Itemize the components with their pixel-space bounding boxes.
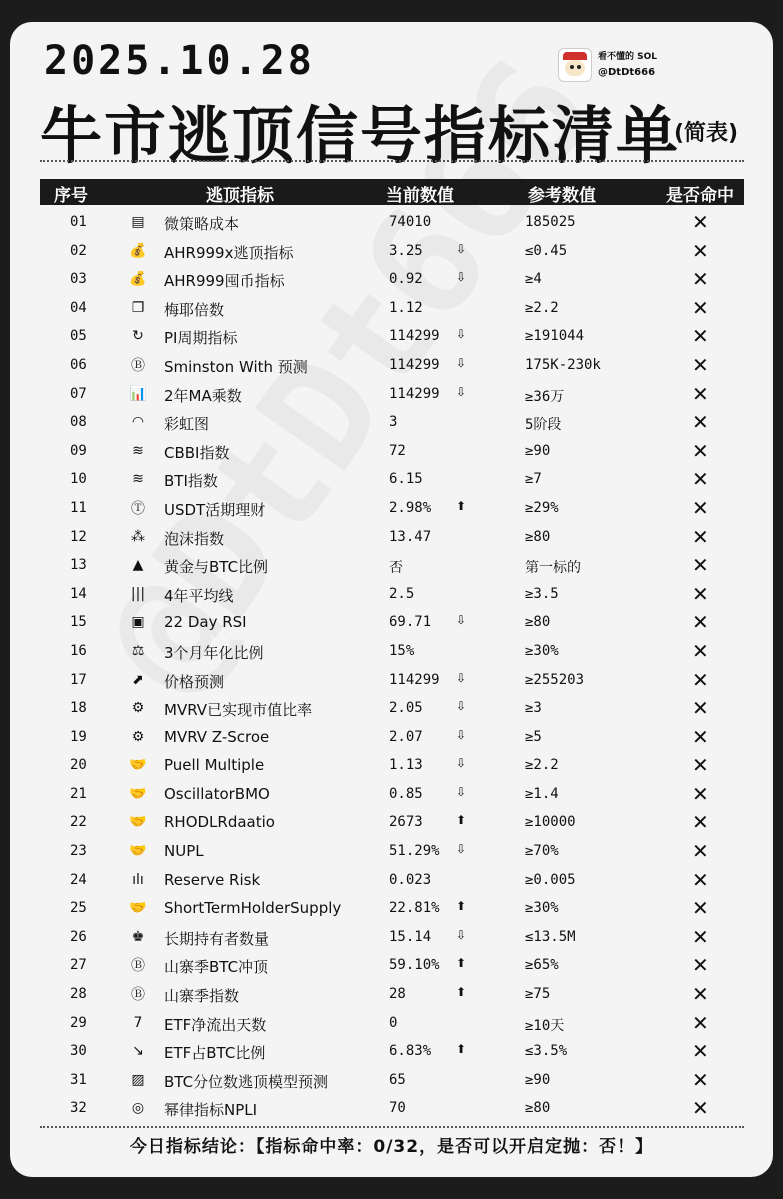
- miss-icon: ✕: [692, 867, 709, 892]
- row-index: 19: [70, 728, 87, 745]
- miss-icon: ✕: [692, 495, 709, 520]
- miss-icon: ✕: [692, 295, 709, 320]
- header-index: 序号: [54, 186, 88, 206]
- indicator-name: ShortTermHolderSupply: [164, 899, 342, 918]
- indicator-name: ETF占BTC比例: [164, 1044, 266, 1063]
- table-row: [40, 581, 744, 610]
- arrow-down-icon: ⇩: [456, 727, 467, 742]
- table-row: [40, 524, 744, 553]
- row-index: 17: [70, 671, 87, 688]
- miss-icon: ✕: [692, 352, 709, 377]
- miss-icon: ✕: [692, 581, 709, 606]
- header-hit: 是否命中: [666, 186, 734, 206]
- indicator-name: RHODLRdaatio: [164, 813, 275, 832]
- table-row: [40, 981, 744, 1010]
- table-row: [40, 952, 744, 981]
- indicator-name: MVRV Z-Scroe: [164, 727, 270, 746]
- divider-bottom: [40, 1126, 744, 1128]
- row-index: 11: [70, 499, 87, 516]
- miss-icon: ✕: [692, 1096, 709, 1121]
- handshake-icon: 🤝: [129, 814, 147, 831]
- current-value: 0.023: [389, 871, 432, 888]
- miss-icon: ✕: [692, 982, 709, 1007]
- reference-value: ≥75: [525, 986, 551, 1003]
- indicator-name: 3个月年化比例: [164, 643, 264, 662]
- current-value: 15.14: [389, 928, 432, 945]
- table-row: [40, 1038, 744, 1067]
- row-index: 10: [70, 471, 87, 488]
- table-row: [40, 752, 744, 781]
- reference-value: ≤0.45: [525, 242, 568, 259]
- arrow-down-icon: ⇩: [456, 327, 467, 342]
- table-row: [40, 381, 744, 410]
- calendar-icon: 7: [133, 1014, 143, 1031]
- current-value: 2.5: [389, 585, 415, 602]
- miss-icon: ✕: [692, 553, 709, 578]
- arrow-up-icon: ⬆: [456, 498, 467, 513]
- miss-icon: ✕: [692, 1039, 709, 1064]
- arrow-down-icon: ⇩: [456, 384, 467, 399]
- row-index: 30: [70, 1043, 87, 1060]
- indicator-name: 2年MA乘数: [164, 386, 242, 405]
- miss-icon: ✕: [692, 781, 709, 806]
- row-index: 05: [70, 328, 87, 345]
- row-index: 28: [70, 986, 87, 1003]
- tether-icon: Ⓣ: [131, 500, 145, 517]
- current-value: 3.25: [389, 242, 423, 259]
- row-index: 01: [70, 214, 87, 230]
- miss-icon: ✕: [692, 210, 709, 234]
- miss-icon: ✕: [692, 438, 709, 463]
- page-title: 牛市逃顶信号指标清单: [40, 99, 681, 172]
- current-value: 1.12: [389, 299, 423, 316]
- indicator-name: 价格预测: [164, 672, 225, 691]
- arrow-down-icon: ⇩: [456, 241, 467, 256]
- indicator-name: 22 Day RSI: [164, 613, 247, 632]
- copy-icon: ❐: [131, 299, 145, 316]
- reference-value: ≥0.005: [525, 871, 576, 888]
- reference-value: ≤3.5%: [525, 1043, 568, 1060]
- row-index: 02: [70, 242, 87, 259]
- reference-value: ≥191044: [525, 328, 585, 345]
- reference-value: ≥80: [525, 528, 551, 545]
- row-index: 15: [70, 614, 87, 631]
- current-value: 6.83%: [389, 1043, 432, 1060]
- bitcoin-icon: Ⓑ: [131, 958, 145, 975]
- document-icon: ▤: [131, 214, 145, 230]
- reference-value: ≥5: [525, 728, 542, 745]
- table-row: [40, 1095, 744, 1124]
- row-index: 32: [70, 1100, 87, 1117]
- indicator-name: 梅耶倍数: [164, 300, 225, 319]
- author-name: 看不懂的 SOL: [598, 52, 658, 62]
- indicator-name: 幂律指标NPLI: [164, 1101, 258, 1120]
- bitcoin-icon: Ⓑ: [131, 357, 145, 374]
- miss-icon: ✕: [692, 667, 709, 692]
- current-value: 70: [389, 1100, 406, 1117]
- row-index: 12: [70, 528, 87, 545]
- handshake-icon: 🤝: [129, 843, 147, 860]
- indicator-name: Puell Multiple: [164, 756, 265, 775]
- reference-value: ≥36万: [525, 388, 565, 405]
- gear-icon: ⚙: [131, 700, 145, 717]
- author-badge: [558, 48, 657, 82]
- header-current: 当前数值: [386, 186, 454, 206]
- arrow-down-icon: ⇩: [456, 355, 467, 370]
- current-value: 0: [389, 1014, 398, 1031]
- reference-value: ≥80: [525, 614, 551, 631]
- miss-icon: ✕: [692, 839, 709, 864]
- arrow-up-icon: ⬆: [456, 1042, 467, 1057]
- money-bag-icon: 💰: [129, 242, 147, 259]
- indicator-name: OscillatorBMO: [164, 784, 270, 803]
- date-heading: 2025.10.28: [44, 38, 315, 84]
- indicator-name: PI周期指标: [164, 329, 238, 348]
- reference-value: ≥90: [525, 1071, 551, 1088]
- spiral-icon: ◎: [131, 1100, 145, 1117]
- table-row: [40, 266, 744, 295]
- table-row: [40, 667, 744, 696]
- row-index: 08: [70, 414, 87, 431]
- handshake-icon: 🤝: [129, 900, 147, 917]
- miss-icon: ✕: [692, 467, 709, 492]
- indicator-name: 4年平均线: [164, 586, 234, 605]
- table-row: [40, 867, 744, 896]
- current-value: 114299: [389, 671, 440, 688]
- table-row: [40, 638, 744, 667]
- wallet-icon: ▣: [131, 614, 145, 631]
- reference-value: 185025: [525, 214, 576, 230]
- row-index: 06: [70, 356, 87, 373]
- columns-icon: |||: [130, 585, 146, 602]
- indicator-name: Reserve Risk: [164, 870, 261, 889]
- indicator-name: 微策略成本: [164, 215, 240, 233]
- current-value: 51.29%: [389, 843, 440, 860]
- refresh-icon: ↻: [132, 328, 144, 345]
- current-value: 13.47: [389, 528, 432, 545]
- header-indicator: 逃顶指标: [206, 186, 274, 206]
- handshake-icon: 🤝: [129, 757, 147, 774]
- table-row: [40, 924, 744, 953]
- current-value: 69.71: [389, 614, 432, 631]
- table-row: [40, 1067, 744, 1096]
- row-index: 20: [70, 757, 87, 774]
- current-value: 2.07: [389, 728, 423, 745]
- coins-icon: ≋: [132, 442, 144, 459]
- arrow-down-icon: ⇩: [456, 613, 467, 628]
- miss-icon: ✕: [692, 924, 709, 949]
- table-row: [40, 209, 744, 238]
- row-index: 14: [70, 585, 87, 602]
- indicator-name: USDT活期理财: [164, 500, 266, 519]
- table-row: [40, 809, 744, 838]
- current-value: 114299: [389, 328, 440, 345]
- bubble-icon: ⁂: [131, 528, 145, 545]
- arrow-up-icon: ⬆: [456, 956, 467, 971]
- current-value: 15%: [389, 642, 415, 659]
- indicator-name: 山寨季指数: [164, 987, 240, 1006]
- candles-icon: ılı: [132, 871, 144, 888]
- current-value: 0.85: [389, 785, 423, 802]
- current-value: 2.98%: [389, 499, 432, 516]
- reference-value: ≥30%: [525, 900, 559, 917]
- current-value: 1.13: [389, 757, 423, 774]
- gold-bars-icon: ▲: [132, 557, 144, 574]
- page-subtitle: (简表): [674, 121, 739, 146]
- reference-value: ≥255203: [525, 671, 585, 688]
- indicator-name: 黄金与BTC比例: [164, 558, 269, 577]
- arrow-down-icon: ⇩: [456, 842, 467, 857]
- miss-icon: ✕: [692, 638, 709, 663]
- current-value: 2.05: [389, 700, 423, 717]
- miss-icon: ✕: [692, 524, 709, 549]
- current-value: 否: [389, 560, 403, 577]
- current-value: 72: [389, 442, 406, 459]
- indicator-name: Sminston With 预测: [164, 357, 308, 376]
- row-index: 26: [70, 928, 87, 945]
- row-index: 16: [70, 642, 87, 659]
- bar-chart-icon: 📊: [129, 385, 147, 402]
- reference-value: ≥90: [525, 442, 551, 459]
- reference-value: ≥70%: [525, 843, 559, 860]
- author-handle: @DtDt666: [598, 67, 656, 78]
- reference-value: ≥30%: [525, 642, 559, 659]
- miss-icon: ✕: [692, 724, 709, 749]
- table-row: [40, 438, 744, 467]
- indicator-name: MVRV已实现市值比率: [164, 701, 313, 720]
- reference-value: ≥2.2: [525, 299, 559, 316]
- table-row: [40, 838, 744, 867]
- current-value: 114299: [389, 356, 440, 373]
- rainbow-icon: ◠: [131, 414, 145, 431]
- miss-icon: ✕: [692, 753, 709, 778]
- row-index: 24: [70, 871, 87, 888]
- indicator-name: 彩虹图: [164, 415, 210, 434]
- arrow-down-icon: ⇩: [456, 927, 467, 942]
- reference-value: ≥10天: [525, 1017, 565, 1034]
- divider-top: [40, 160, 744, 162]
- current-value: 74010: [389, 214, 432, 230]
- row-index: 13: [70, 557, 87, 574]
- current-value: 2673: [389, 814, 423, 831]
- indicator-table: [40, 209, 744, 1124]
- holder-icon: ♚: [131, 928, 145, 945]
- current-value: 3: [389, 414, 398, 431]
- table-row: [40, 352, 744, 381]
- avatar: [558, 48, 592, 82]
- money-bag-icon: 💰: [129, 271, 147, 288]
- arrow-down-icon: ⇩: [456, 784, 467, 799]
- table-row: [40, 466, 744, 495]
- gear-icon: ⚙: [131, 728, 145, 745]
- handshake-icon: 🤝: [129, 785, 147, 802]
- indicator-name: 泡沫指数: [164, 529, 225, 548]
- current-value: 59.10%: [389, 957, 440, 974]
- indicator-name: CBBI指数: [164, 443, 230, 462]
- indicator-name: AHR999囤币指标: [164, 272, 285, 291]
- row-index: 03: [70, 271, 87, 288]
- scale-icon: ⚖: [131, 642, 145, 659]
- row-index: 04: [70, 299, 87, 316]
- arrow-down-icon: ⇩: [456, 670, 467, 685]
- table-row: [40, 495, 744, 524]
- miss-icon: ✕: [692, 267, 709, 292]
- table-row: [40, 409, 744, 438]
- price-up-icon: ⬈: [132, 671, 144, 688]
- miss-icon: ✕: [692, 610, 709, 635]
- row-index: 22: [70, 814, 87, 831]
- miss-icon: ✕: [692, 696, 709, 721]
- reference-value: ≥10000: [525, 814, 576, 831]
- miss-icon: ✕: [692, 810, 709, 835]
- current-value: 28: [389, 986, 406, 1003]
- arrow-up-icon: ⬆: [456, 899, 467, 914]
- row-index: 25: [70, 900, 87, 917]
- checklist-card: [10, 22, 773, 1177]
- reference-value: 5阶段: [525, 417, 562, 434]
- arrow-up-icon: ⬆: [456, 813, 467, 828]
- indicator-name: BTC分位数逃顶模型预测: [164, 1072, 329, 1091]
- miss-icon: ✕: [692, 238, 709, 263]
- miss-icon: ✕: [692, 324, 709, 349]
- row-index: 18: [70, 700, 87, 717]
- miss-icon: ✕: [692, 381, 709, 406]
- arrow-up-icon: ⬆: [456, 985, 467, 1000]
- table-header: [40, 179, 744, 205]
- reference-value: ≤13.5M: [525, 928, 576, 945]
- indicator-name: 山寨季BTC冲顶: [164, 958, 269, 977]
- row-index: 23: [70, 843, 87, 860]
- indicator-name: NUPL: [164, 842, 204, 861]
- table-row: [40, 295, 744, 324]
- miss-icon: ✕: [692, 896, 709, 921]
- table-row: [40, 895, 744, 924]
- table-row: [40, 695, 744, 724]
- current-value: 114299: [389, 385, 440, 402]
- trend-down-icon: ↘: [132, 1043, 144, 1060]
- reference-value: ≥3.5: [525, 585, 559, 602]
- table-row: [40, 238, 744, 267]
- conclusion-text: 今日指标结论：【指标命中率：0/32，是否可以开启定抛：否！】: [129, 1137, 654, 1157]
- reference-value: ≥2.2: [525, 757, 559, 774]
- table-row: [40, 609, 744, 638]
- miss-icon: ✕: [692, 410, 709, 435]
- current-value: 0.92: [389, 271, 423, 288]
- reference-value: ≥65%: [525, 957, 559, 974]
- row-index: 31: [70, 1071, 87, 1088]
- reference-value: 第一标的: [525, 560, 581, 577]
- row-index: 09: [70, 442, 87, 459]
- table-row: [40, 724, 744, 753]
- reference-value: ≥3: [525, 700, 542, 717]
- table-row: [40, 323, 744, 352]
- current-value: 6.15: [389, 471, 423, 488]
- miss-icon: ✕: [692, 1010, 709, 1035]
- bitcoin-icon: Ⓑ: [131, 987, 145, 1004]
- row-index: 21: [70, 785, 87, 802]
- current-value: 65: [389, 1071, 406, 1088]
- reference-value: ≥29%: [525, 499, 559, 516]
- stripes-icon: ▨: [131, 1071, 145, 1088]
- table-row: [40, 781, 744, 810]
- miss-icon: ✕: [692, 1067, 709, 1092]
- indicator-name: AHR999x逃顶指标: [164, 243, 294, 262]
- arrow-down-icon: ⇩: [456, 756, 467, 771]
- row-index: 29: [70, 1014, 87, 1031]
- indicator-name: BTI指数: [164, 472, 218, 491]
- arrow-down-icon: ⇩: [456, 270, 467, 285]
- row-index: 07: [70, 385, 87, 402]
- row-index: 27: [70, 957, 87, 974]
- header-reference: 参考数值: [528, 186, 596, 206]
- miss-icon: ✕: [692, 953, 709, 978]
- arrow-down-icon: ⇩: [456, 699, 467, 714]
- current-value: 22.81%: [389, 900, 440, 917]
- reference-value: 175K-230k: [525, 356, 601, 373]
- reference-value: ≥80: [525, 1100, 551, 1117]
- indicator-name: 长期持有者数量: [164, 929, 270, 948]
- coins-icon: ≋: [132, 471, 144, 488]
- table-row: [40, 1010, 744, 1039]
- reference-value: ≥4: [525, 271, 542, 288]
- table-row: [40, 552, 744, 581]
- reference-value: ≥7: [525, 471, 542, 488]
- indicator-name: ETF净流出天数: [164, 1015, 267, 1034]
- reference-value: ≥1.4: [525, 785, 559, 802]
